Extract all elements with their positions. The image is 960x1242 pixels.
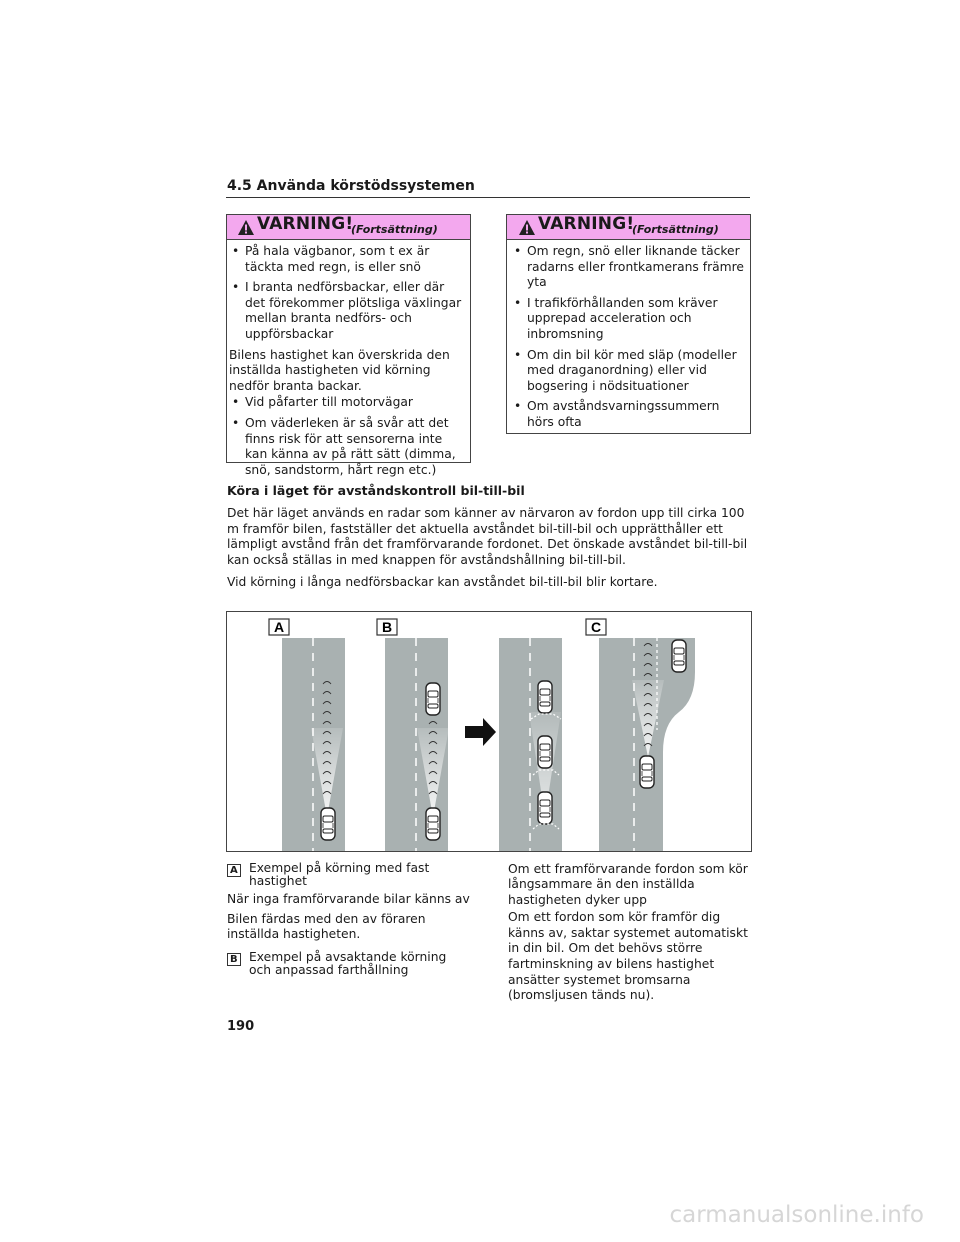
watermark: carmanualsonline.info <box>669 1202 924 1228</box>
arrow-icon <box>465 718 496 746</box>
figure-label-a: A <box>273 619 285 635</box>
warning-header <box>507 215 750 240</box>
example-c-text: Om ett fordon som kör framför dig känns av, saktar systemet automatiskt in din bil. Om det behövs större fartminskning av bilens hastighet ansätter systemet bromsarna (bromsljusen tänds nu). <box>508 910 748 1003</box>
section-divider <box>226 197 750 198</box>
warning-box-left <box>226 214 471 477</box>
warning-title: VARNING! <box>538 214 635 234</box>
warning-header <box>227 215 470 240</box>
body-paragraph-1: Det här läget används en radar som känner av närvaron av fordon upp till cirka 100 m framför bilen, fastställer det aktuella avståndet bil-till-bil och upprätthåller ett lämpligt avstånd från det framförvarande fordonet. Det önskade avståndet bil-till-bil kan också ställas in med knappen för avståndshållning bil-till-bil. <box>227 506 748 567</box>
list-item: • Om avståndsvarningssummern hörs ofta <box>514 399 720 429</box>
subsection-heading: Köra i läget för avståndskontroll bil-till-bil <box>227 483 525 498</box>
page-number: 190 <box>227 1019 255 1034</box>
tag-b: B <box>227 953 241 966</box>
list-item: • I trafikförhållanden som kräver upprepad acceleration och inbromsning <box>514 295 718 341</box>
right-column <box>508 862 752 1004</box>
warning-icon <box>237 219 255 236</box>
warning-paragraph: Bilens hastighet kan överskrida den inställda hastigheten vid körning nedför branta backar. <box>229 347 450 393</box>
acc-illustration <box>227 612 751 851</box>
list-item: • På hala vägbanor, som t ex är täckta med regn, is eller snö <box>232 244 430 274</box>
warning-icon <box>518 219 536 236</box>
list-item: • Om din bil kör med släp (modeller med draganordning) eller vid bogsering i nödsituationer <box>514 347 737 393</box>
figure-label-b: B <box>381 619 393 635</box>
warning-title: VARNING! <box>257 214 354 234</box>
body-paragraph-2: Vid körning i långa nedförsbackar kan avståndet bil-till-bil blir kortare. <box>227 575 658 589</box>
warning-subtitle: (Fortsättning) <box>632 223 719 236</box>
example-b-title: Exempel på avsaktande körning och anpassad farthållning <box>249 949 447 977</box>
list-item: • Om regn, snö eller liknande täcker radarns eller frontkamerans främre yta <box>514 244 744 290</box>
warning-box-right <box>506 214 751 434</box>
example-a-text-1: När inga framförvarande bilar känns av <box>227 892 470 906</box>
acc-diagram <box>226 611 752 852</box>
example-a-title: Exempel på körning med fast hastighet <box>249 861 430 888</box>
list-item: • Om väderleken är så svår att det finns risk för att sensorerna inte kan känna av på rätt sätt (dimma, snö, sandstorm, hårt regn etc.) <box>232 415 456 477</box>
example-a-text-2: Bilen färdas med den av föraren inställda hastigheten. <box>227 911 426 942</box>
section-title: 4.5 Använda körstödssystemen <box>227 178 475 194</box>
example-c-title: Om ett framförvarande fordon som kör långsammare än den inställda hastigheten dyker upp <box>508 862 748 907</box>
tag-a: A <box>227 864 241 877</box>
warning-subtitle: (Fortsättning) <box>351 223 438 236</box>
list-item: • Vid påfarter till motorvägar <box>232 395 413 410</box>
figure-label-c: C <box>590 619 602 635</box>
left-column <box>227 862 472 977</box>
list-item: • I branta nedförsbackar, eller där det förekommer plötsliga växlingar mellan branta nedförs- och uppförsbackar <box>232 280 462 341</box>
